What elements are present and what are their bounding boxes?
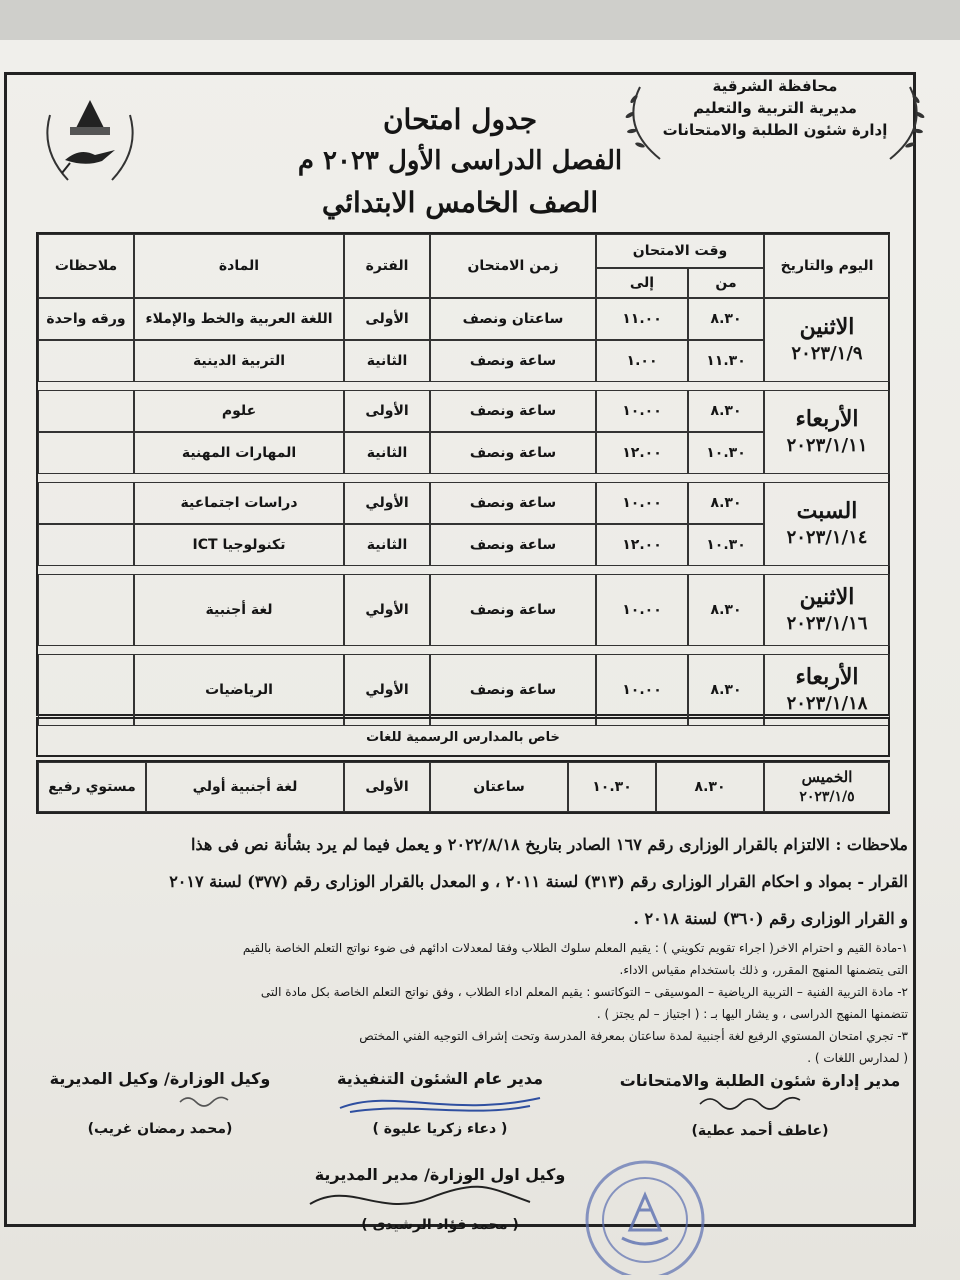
- authority-line-2: مديرية التربية والتعليم: [693, 99, 857, 117]
- table-cell-subject: دراسات اجتماعية: [134, 482, 344, 524]
- lang-subject: لغة أجنبية أولي: [146, 762, 344, 812]
- note-item-1a: ١-مادة القيم و احترام الاخر( اجراء تقويم تكويني ) : يقيم المعلم سلوك الطلاب وفقا لمعدلات ادائهم فى ضوء نواتج التعلم الخاصة بالقيم: [242, 941, 908, 955]
- day-date: ٢٠٢٣/١/٩: [791, 343, 863, 364]
- signature-2-scribble-icon: [310, 1088, 570, 1120]
- signature-1-role: مدير إدارة شئون الطلبة والامتحانات: [619, 1071, 901, 1090]
- table-cell-subject: التربية الدينية: [134, 340, 344, 382]
- table-cell-period: الأولي: [344, 482, 430, 524]
- table-cell-period: الثانية: [344, 432, 430, 474]
- ministry-logo-icon: [40, 95, 140, 190]
- note-item-1b: التى يتضمنها المنهج المقرر، و ذلك باستخدام مقياس الاداء.: [619, 963, 908, 977]
- day-date: ٢٠٢٣/١/١٤: [786, 527, 868, 548]
- header-notes: ملاحظات: [38, 234, 134, 298]
- signature-block-3: [30, 1066, 290, 1140]
- table-cell-to: ١٢.٠٠: [596, 524, 688, 566]
- table-cell-from: ٨.٣٠: [688, 654, 764, 726]
- table-cell-note: [38, 524, 134, 566]
- official-stamp-icon: [560, 1150, 730, 1275]
- signature-4-scribble-icon: [290, 1184, 590, 1218]
- table-cell-period: الثانية: [344, 524, 430, 566]
- notes-line-1: ملاحظات : الالتزام بالقرار الوزارى رقم ١٦٧ الصادر بتاريخ ٢٠٢٢/٨/١٨ و يعمل فيما لم يرد بشأنة نص فى هذا: [191, 835, 908, 854]
- table-cell-note: [38, 574, 134, 646]
- table-cell-subject: لغة أجنبية: [134, 574, 344, 646]
- page-title: جدول امتحان: [382, 103, 537, 136]
- lang-duration: ساعتان: [430, 762, 568, 812]
- table-cell-from: ١٠.٣٠: [688, 524, 764, 566]
- table-cell-subject: اللغة العربية والخط والإملاء: [134, 298, 344, 340]
- table-cell-period: الأولى: [344, 390, 430, 432]
- authority-line-1: محافظة الشرقية: [712, 77, 838, 95]
- day-cell: [764, 482, 890, 566]
- table-cell-to: ١.٠٠: [596, 340, 688, 382]
- day-cell: [764, 390, 890, 474]
- table-cell-duration: ساعة ونصف: [430, 524, 596, 566]
- table-cell-subject: المهارات المهنية: [134, 432, 344, 474]
- lang-from: ٨.٣٠: [656, 762, 764, 812]
- table-cell-duration: ساعة ونصف: [430, 482, 596, 524]
- header-period: الفترة: [344, 234, 430, 298]
- table-cell-from: ١١.٣٠: [688, 340, 764, 382]
- lang-note: مستوي رفيع: [38, 762, 146, 812]
- header-subject: المادة: [134, 234, 344, 298]
- day-name: الاثنين: [799, 314, 855, 340]
- lang-day-name: الخميس: [801, 768, 853, 786]
- grade-title: الصف الخامس الابتدائي: [321, 186, 599, 219]
- table-cell-from: ١٠.٣٠: [688, 432, 764, 474]
- note-item-3a: ٣- تجري امتحان المستوي الرفيع لغة أجنبية لمدة ساعتان بمعرفة المدرسة وتحت إشراف التوجيه الفني المختص: [359, 1029, 908, 1043]
- exam-titles: [200, 100, 720, 224]
- lang-period: الأولى: [344, 762, 430, 812]
- notes-line-2: القرار - بمواد و احكام القرار الوزارى رقم (٣١٣) لسنة ٢٠١١ ، و المعدل بالقرار الوزارى رقم (٣٧٧) لسنة ٢٠١٧: [169, 872, 908, 891]
- signature-3-scribble-icon: [30, 1088, 290, 1118]
- header-day-date: اليوم والتاريخ: [764, 234, 890, 298]
- term-title: الفصل الدراسى الأول ٢٠٢٣ م: [297, 146, 623, 176]
- header-duration: زمن الامتحان: [430, 234, 596, 298]
- table-cell-note: [38, 432, 134, 474]
- table-cell-duration: ساعتان ونصف: [430, 298, 596, 340]
- day-name: الأربعاء: [795, 664, 859, 690]
- table-cell-subject: الرياضيات: [134, 654, 344, 726]
- table-cell-duration: ساعة ونصف: [430, 432, 596, 474]
- table-cell-from: ٨.٣٠: [688, 482, 764, 524]
- day-date: ٢٠٢٣/١/١١: [786, 435, 868, 456]
- day-cell: [764, 574, 890, 646]
- table-cell-duration: ساعة ونصف: [430, 654, 596, 726]
- header-exam-time: وقت الامتحان: [596, 234, 764, 268]
- day-date: ٢٠٢٣/١/١٨: [786, 693, 868, 714]
- header-from: من: [688, 268, 764, 298]
- exam-schedule-table: [36, 232, 890, 716]
- signature-block-4: [290, 1162, 590, 1236]
- signature-1-name: (عاطف أحمد عطية): [691, 1123, 829, 1139]
- table-cell-period: الثانية: [344, 340, 430, 382]
- signature-1-scribble-icon: [610, 1090, 910, 1120]
- lang-schools-band: خاص بالمدارس الرسمية للغات: [36, 717, 890, 757]
- table-cell-to: ١٠.٠٠: [596, 390, 688, 432]
- table-cell-to: ١١.٠٠: [596, 298, 688, 340]
- signature-block-1: [610, 1068, 910, 1142]
- header-to: إلى: [596, 268, 688, 298]
- table-cell-duration: ساعة ونصف: [430, 574, 596, 646]
- signature-3-name: (محمد رمضان غريب): [87, 1121, 233, 1137]
- table-cell-period: الأولى: [344, 298, 430, 340]
- table-cell-note: [38, 482, 134, 524]
- table-cell-period: الأولي: [344, 654, 430, 726]
- day-cell: [764, 654, 890, 726]
- signature-3-role: وكيل الوزارة/ وكيل المديرية: [49, 1069, 271, 1088]
- table-cell-to: ١٠.٠٠: [596, 574, 688, 646]
- table-cell-note: [38, 340, 134, 382]
- lang-schools-row: [36, 760, 890, 814]
- authority-line-3: إدارة شئون الطلبة والامتحانات: [662, 121, 888, 139]
- lang-to: ١٠.٣٠: [568, 762, 656, 812]
- table-cell-duration: ساعة ونصف: [430, 390, 596, 432]
- note-item-2b: تتضمنها المنهج الدراسى ، و يشار اليها بـ : ( اجتياز – لم يجتز ) .: [596, 1007, 908, 1021]
- day-name: السبت: [796, 498, 858, 524]
- lang-day-cell: [764, 762, 890, 812]
- table-cell-duration: ساعة ونصف: [430, 340, 596, 382]
- table-cell-to: ١٢.٠٠: [596, 432, 688, 474]
- day-name: الاثنين: [799, 584, 855, 610]
- table-cell-to: ١٠.٠٠: [596, 654, 688, 726]
- table-cell-to: ١٠.٠٠: [596, 482, 688, 524]
- table-cell-subject: تكنولوجيا ICT: [134, 524, 344, 566]
- note-item-2a: ٢- مادة التربية الفنية – التربية الرياضية – الموسيقى – التوكاتسو : يقيم المعلم اداء الطلاب ، وفق نواتج التعلم الخاصة بكل مادة التى: [260, 985, 908, 999]
- day-cell: [764, 298, 890, 382]
- signature-block-2: [310, 1066, 570, 1140]
- day-date: ٢٠٢٣/١/١٦: [786, 613, 868, 634]
- table-cell-from: ٨.٣٠: [688, 390, 764, 432]
- notes-line-3: و القرار الوزارى رقم (٣٦٠) لسنة ٢٠١٨ .: [633, 909, 908, 928]
- signature-2-name: ( دعاء زكريا عليوة ): [372, 1121, 508, 1137]
- lang-day-date: ٢٠٢٣/١/٥: [799, 789, 855, 805]
- signature-4-name: ( محمد فؤاد الرشيدى ): [361, 1217, 519, 1233]
- table-cell-note: ورقه واحدة: [38, 298, 134, 340]
- table-cell-note: [38, 390, 134, 432]
- notes-section: [20, 826, 908, 1069]
- table-cell-period: الأولي: [344, 574, 430, 646]
- table-cell-from: ٨.٣٠: [688, 298, 764, 340]
- table-cell-note: [38, 654, 134, 726]
- note-item-3b: ( لمدارس اللغات ) .: [807, 1051, 908, 1065]
- signature-4-role: وكيل اول الوزارة/ مدير المديرية: [314, 1165, 566, 1184]
- table-cell-subject: علوم: [134, 390, 344, 432]
- table-cell-from: ٨.٣٠: [688, 574, 764, 646]
- day-name: الأربعاء: [795, 406, 859, 432]
- signature-2-role: مدير عام الشئون التنفيذية: [336, 1069, 544, 1088]
